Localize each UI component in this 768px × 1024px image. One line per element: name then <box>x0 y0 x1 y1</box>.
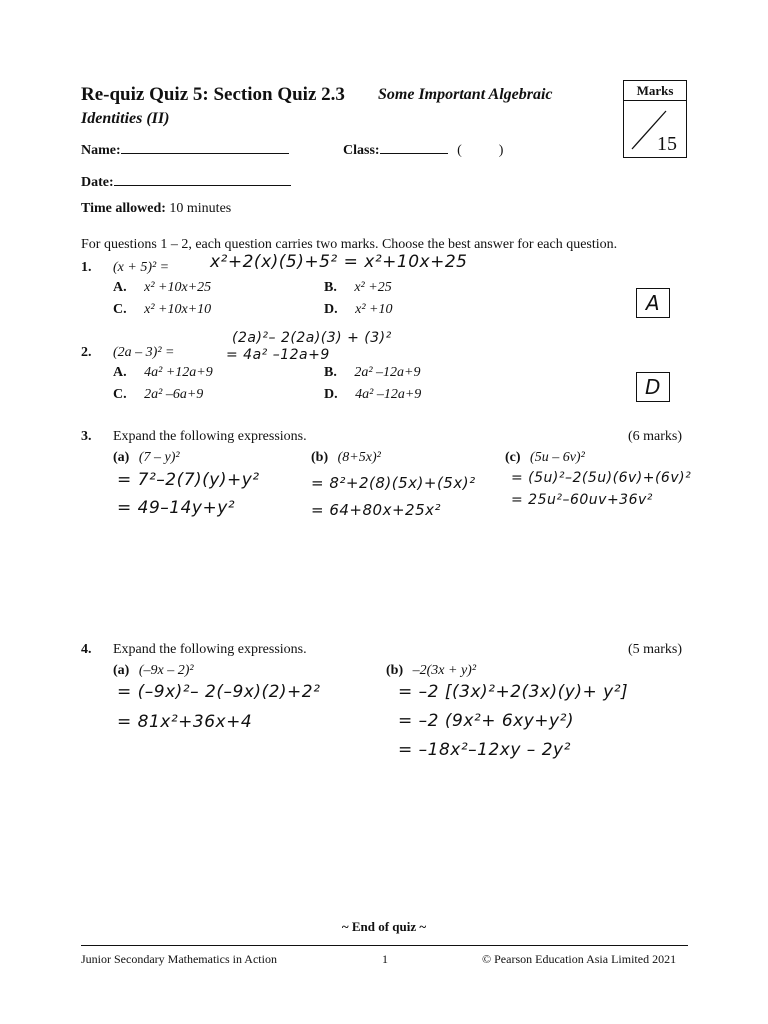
q4b-working-line2: = –2 (9x²+ 6xy+y²) <box>398 711 575 731</box>
part-expression: (7 – y)² <box>138 450 180 465</box>
part-label: (a) <box>113 663 130 678</box>
option-text: 2a² –6a+9 <box>144 387 204 402</box>
option-text: x² +10x+25 <box>144 280 212 295</box>
option-text: x² +10x+10 <box>144 302 212 317</box>
q4a-working-line1: = (–9x)²– 2(–9x)(2)+2² <box>117 682 321 702</box>
class-paren-close: ) <box>498 143 504 158</box>
date-label: Date: <box>81 175 114 190</box>
part-label: (b) <box>386 663 404 678</box>
q4-prompt: Expand the following expressions. <box>113 642 307 657</box>
q3-part-b <box>311 450 381 466</box>
q3-prompt: Expand the following expressions. <box>113 429 307 444</box>
option-letter: B. <box>324 365 337 380</box>
q4b-working-line3: = –18x²–12xy – 2y² <box>398 740 571 760</box>
q1-answer: A <box>645 291 661 315</box>
q4a-working-line2: = 81x²+36x+4 <box>117 712 253 732</box>
marks-total: 15 <box>657 133 677 155</box>
q1-option-a <box>113 280 211 296</box>
q3c-working-line1: = (5u)²–2(5u)(6v)+(6v)² <box>511 470 692 486</box>
quiz-title: Re-quiz Quiz 5: Section Quiz 2.3 <box>81 84 345 105</box>
q2-option-d <box>324 387 421 403</box>
time-allowed <box>81 201 231 217</box>
option-letter: C. <box>113 387 127 402</box>
q2-option-a <box>113 365 213 381</box>
part-label: (a) <box>113 450 130 465</box>
q2-option-b <box>324 365 421 381</box>
option-text: x² +10 <box>355 302 393 317</box>
date-blank[interactable] <box>114 185 291 186</box>
q4-part-a <box>113 663 194 679</box>
q1-number: 1. <box>81 260 92 275</box>
date-field[interactable] <box>81 175 291 191</box>
q1-option-d <box>324 302 392 318</box>
q4-part-b <box>386 663 476 679</box>
time-label: Time allowed: <box>81 201 166 216</box>
q4b-working-line1: = –2 [(3x)²+2(3x)(y)+ y²] <box>398 682 629 702</box>
option-letter: C. <box>113 302 127 317</box>
option-text: 4a² +12a+9 <box>144 365 213 380</box>
quiz-subtitle-line2: Identities (II) <box>81 110 170 127</box>
part-expression: (–9x – 2)² <box>138 663 194 678</box>
option-text: x² +25 <box>354 280 392 295</box>
part-expression: (8+5x)² <box>337 450 381 465</box>
q3-part-c <box>505 450 585 466</box>
part-label: (c) <box>505 450 521 465</box>
q1-working: x²+2(x)(5)+5² = x²+10x+25 <box>210 252 468 272</box>
q3b-working-line1: = 8²+2(8)(5x)+(5x)² <box>311 474 476 492</box>
end-of-quiz: ~ End of quiz ~ <box>341 919 427 934</box>
class-blank[interactable] <box>380 153 448 154</box>
q4-marks: (5 marks) <box>628 642 683 657</box>
q3a-working-line2: = 49–14y+y² <box>117 498 236 518</box>
footer-copyright: © Pearson Education Asia Limited 2021 <box>482 952 677 966</box>
option-letter: D. <box>324 302 338 317</box>
option-text: 4a² –12a+9 <box>355 387 422 402</box>
class-paren-open: ( <box>457 143 462 158</box>
part-expression: –2(3x + y)² <box>412 663 477 678</box>
q2-answer: D <box>645 375 661 399</box>
part-label: (b) <box>311 450 329 465</box>
q3c-working-line2: = 25u²–60uv+36v² <box>511 492 653 508</box>
footer-rule <box>81 945 688 946</box>
q3-marks: (6 marks) <box>628 429 683 444</box>
option-letter: A. <box>113 280 127 295</box>
quiz-subtitle-line1: Some Important Algebraic <box>378 86 553 103</box>
q1-answer-box[interactable] <box>636 288 670 318</box>
q2-expression: (2a – 3)² = <box>113 345 175 360</box>
q2-option-c <box>113 387 203 403</box>
q2-answer-box[interactable] <box>636 372 670 402</box>
class-field[interactable] <box>343 143 503 159</box>
part-expression: (5u – 6v)² <box>530 450 585 465</box>
marks-box <box>623 80 687 158</box>
q1-option-b <box>324 280 392 296</box>
q3b-working-line2: = 64+80x+25x² <box>311 501 442 519</box>
class-label: Class: <box>343 143 380 158</box>
q1-expression: (x + 5)² = <box>113 260 170 275</box>
marks-label: Marks <box>624 81 686 101</box>
option-letter: B. <box>324 280 337 295</box>
q3a-working-line1: = 7²–2(7)(y)+y² <box>117 470 260 490</box>
name-blank[interactable] <box>121 153 289 154</box>
footer-book-title: Junior Secondary Mathematics in Action <box>81 952 277 966</box>
q3-part-a <box>113 450 180 466</box>
q2-number: 2. <box>81 345 92 360</box>
name-label: Name: <box>81 143 121 158</box>
time-value: 10 minutes <box>169 201 232 216</box>
q2-working-line2: = 4a² –12a+9 <box>226 347 330 363</box>
q3-number: 3. <box>81 429 92 444</box>
option-text: 2a² –12a+9 <box>354 365 421 380</box>
q4-number: 4. <box>81 642 92 657</box>
q2-working-line1: (2a)²– 2(2a)(3) + (3)² <box>232 330 392 346</box>
name-field[interactable] <box>81 143 289 159</box>
footer-page-number: 1 <box>382 952 388 966</box>
option-letter: A. <box>113 365 127 380</box>
q1-option-c <box>113 302 211 318</box>
instructions: For questions 1 – 2, each question carries two marks. Choose the best answer for each question. <box>81 237 618 252</box>
option-letter: D. <box>324 387 338 402</box>
